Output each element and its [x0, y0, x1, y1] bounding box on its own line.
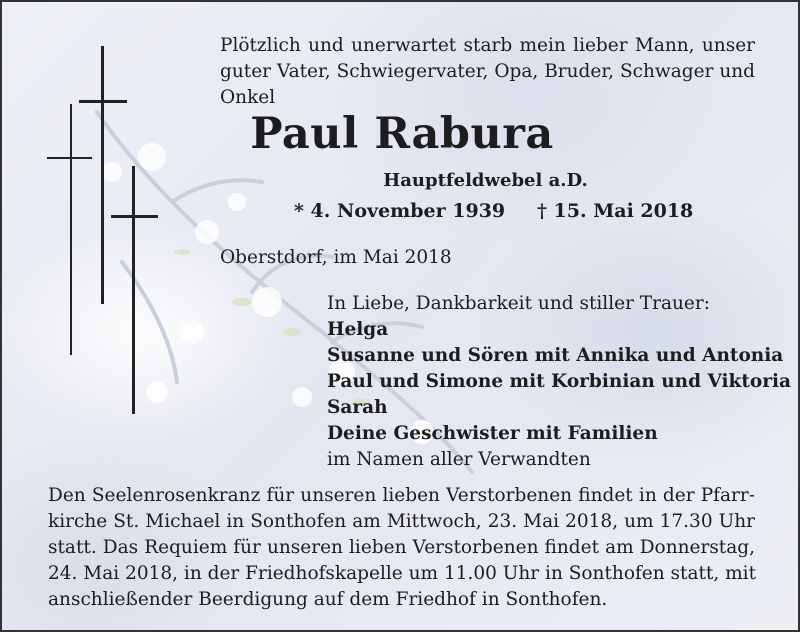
deceased-title: Hauptfeldwebel a.D. — [383, 170, 588, 191]
mourner-name: Sarah — [327, 397, 388, 418]
place-date: Oberstdorf, im Mai 2018 — [220, 247, 452, 268]
notice-line: statt. Das Requiem für unseren lieben Verstorbenen findet am Donnerstag, — [48, 537, 755, 558]
deceased-name: Paul Rabura — [250, 109, 554, 159]
mourner-name: Paul und Simone mit Korbinian und Viktoria — [327, 371, 792, 392]
mourner-name: Susanne und Sören mit Annika und Antonia — [327, 345, 784, 366]
mourner-name: Deine Geschwister mit Familien — [327, 423, 658, 444]
cross-icon — [111, 215, 158, 218]
funeral-notice — [48, 483, 755, 613]
intro-line: guter Vater, Schwiegervater, Opa, Bruder, Schwager und — [220, 61, 755, 82]
notice-line: kirche St. Michael in Sonthofen am Mittwoch, 23. Mai 2018, um 17.30 Uhr — [48, 511, 755, 532]
notice-line: anschließender Beerdigung auf dem Friedhof in Sonthofen. — [48, 589, 608, 610]
cross-icon — [132, 166, 135, 414]
mourners-block — [327, 291, 792, 473]
mourners-closing: im Namen aller Verwandten — [327, 449, 591, 470]
intro-line: Onkel — [220, 87, 276, 108]
intro-text — [220, 33, 755, 111]
death-date: † 15. Mai 2018 — [537, 200, 694, 222]
intro-line: Plötzlich und unerwartet starb mein lieber Mann, unser — [220, 35, 755, 56]
birth-date: * 4. November 1939 — [294, 200, 506, 222]
notice-line: 24. Mai 2018, in der Friedhofskapelle um 11.00 Uhr in Sonthofen statt, mit — [48, 563, 757, 584]
mourner-name: Helga — [327, 319, 389, 340]
notice-line: Den Seelenrosenkranz für unseren lieben Verstorbenen findet in der Pfarr- — [48, 485, 755, 506]
mourners-intro: In Liebe, Dankbarkeit und stiller Trauer: — [327, 293, 710, 314]
cross-icon — [79, 100, 127, 103]
